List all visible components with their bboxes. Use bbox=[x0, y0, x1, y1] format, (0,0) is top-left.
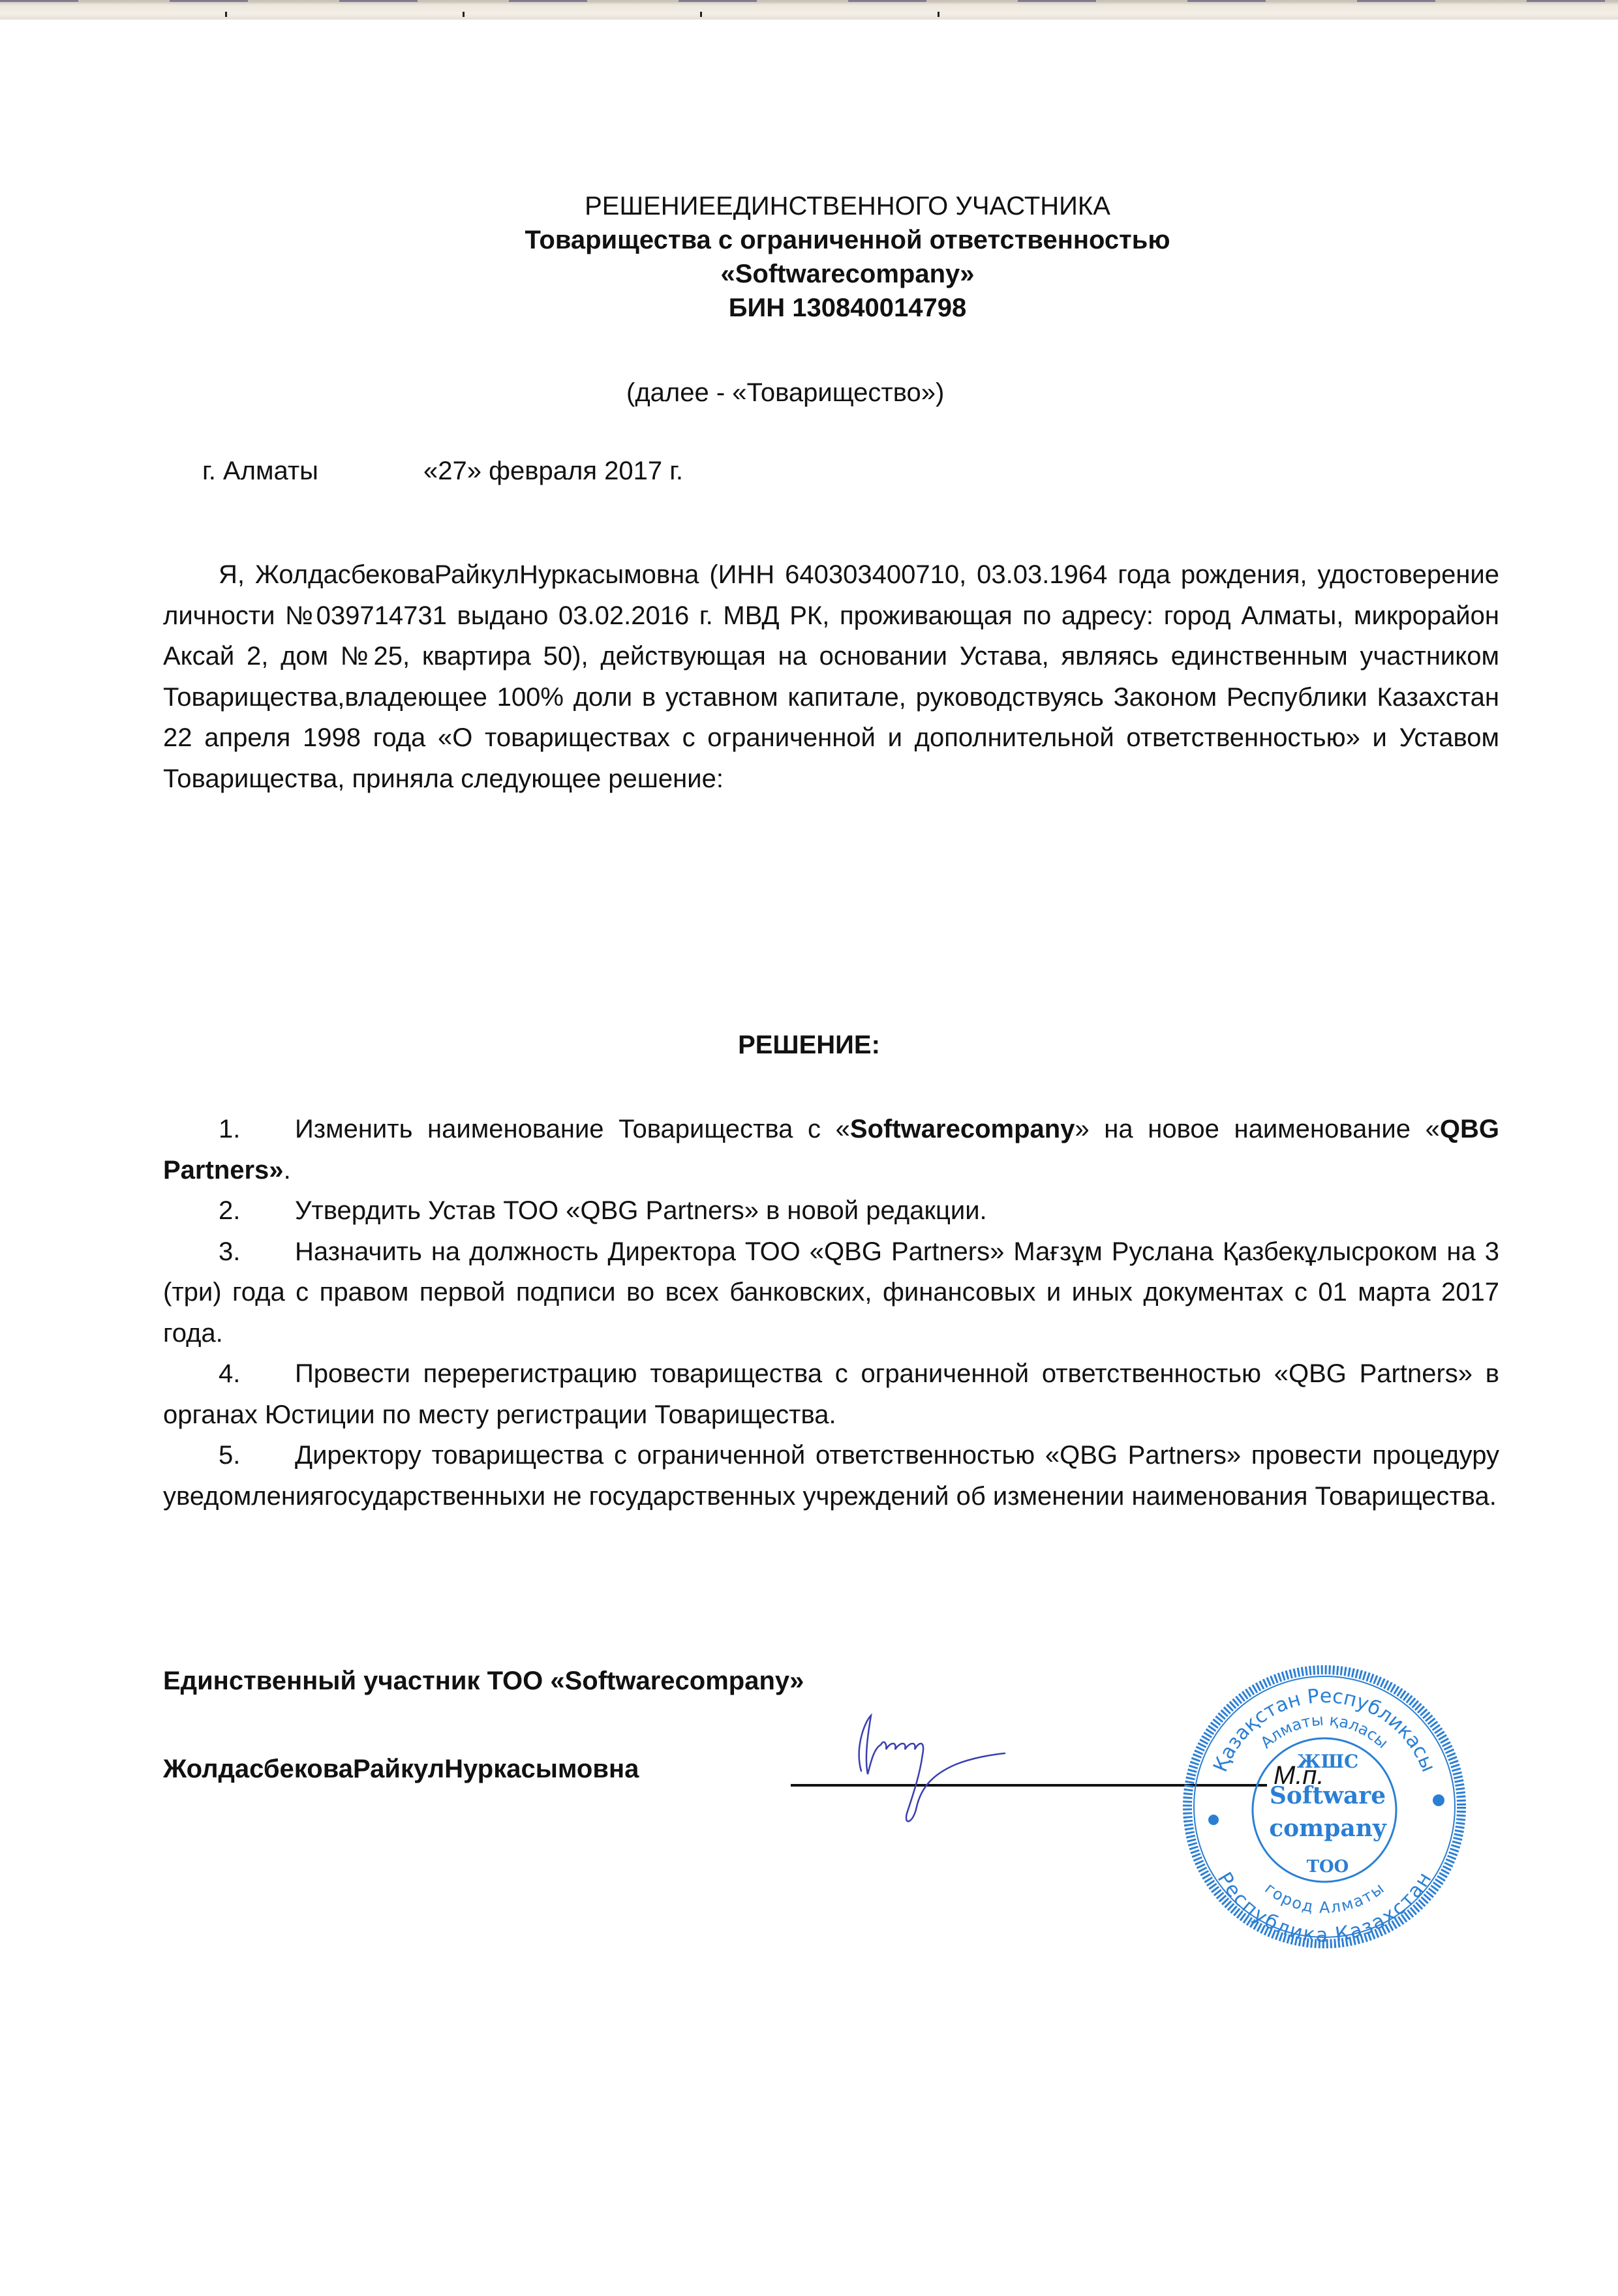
decision-title: РЕШЕНИЕ: bbox=[738, 1031, 880, 1059]
scan-tick-mark bbox=[700, 12, 702, 17]
stamp-center-line-3: company bbox=[1269, 1815, 1386, 1842]
document-subtitle: (далее - «Товарищество») bbox=[626, 378, 945, 407]
scan-tick-mark bbox=[463, 12, 465, 17]
scan-tick-mark bbox=[938, 12, 939, 17]
title-line-3: «Softwarecompany» bbox=[720, 260, 975, 288]
title-line-1: РЕШЕНИЕЕДИНСТВЕННОГО УЧАСТНИКА bbox=[585, 192, 1110, 220]
signature-stroke bbox=[859, 1715, 1005, 1821]
decision-item bbox=[163, 1353, 1499, 1435]
place: г. Алматы bbox=[202, 457, 318, 485]
title-line-2: Товарищества с ограниченной ответственностью bbox=[525, 226, 1170, 254]
decision-text: Утвердить Устав ТОО «QBG Partners» в новой редакции. bbox=[295, 1196, 987, 1225]
decision-list bbox=[163, 1109, 1499, 1517]
company-seal-stamp bbox=[1181, 1663, 1468, 1950]
scan-tick-mark bbox=[225, 12, 227, 17]
decision-text: Директору товарищества с ограниченной ответственностью «QBG Partners» провести процедуру уведомлениягосударственныхи не государственных учреждений об изменении наименования Товарищества. bbox=[163, 1441, 1499, 1511]
new-company-name: QBG Partners» bbox=[163, 1115, 1499, 1185]
decision-item bbox=[163, 1435, 1499, 1517]
decision-text: Изменить наименование Товарищества с « bbox=[295, 1115, 850, 1143]
stamp-inner-top-text: Алматы қаласы bbox=[1257, 1710, 1392, 1753]
stamp-center-line-4: ТОО bbox=[1306, 1857, 1349, 1877]
decision-number: 3. bbox=[219, 1237, 241, 1266]
stamp-center-line-1: ЖШС bbox=[1296, 1751, 1359, 1772]
document-header bbox=[196, 189, 1499, 325]
signatory-role: Единственный участник ТОО «Softwarecompany» bbox=[163, 1667, 804, 1695]
place-date-line bbox=[202, 457, 683, 486]
decision-text: » на новое наименование « bbox=[1075, 1115, 1440, 1143]
intro-paragraph: Я, ЖолдасбековаРайкулНуркасымовна (ИНН 640303400710, 03.03.1964 года рождения, удостоверение личности №039714731 выдано 03.02.2016 г. МВД РК, проживающая по адресу: город Алматы, микрорайон Аксай 2, дом №25, квартира 50), действующая на основании Устава, являясь единственным участником Товарищества,владеющее 100% доли в уставном капитале, руководствуясь Законом Республики Казахстан 22 апреля 1998 года «О товариществах с ограниченной и дополнительной ответственностью» и Уставом Товарищества, приняла следующее решение: bbox=[163, 560, 1499, 793]
seal-place-mark: М.п. bbox=[1274, 1761, 1324, 1790]
date: «27» февраля 2017 г. bbox=[423, 457, 684, 485]
decision-item bbox=[163, 1190, 1499, 1231]
decision-item bbox=[163, 1109, 1499, 1190]
stamp-center-line-2: Software bbox=[1269, 1782, 1386, 1809]
decision-number: 1. bbox=[219, 1115, 241, 1143]
scan-edge-strip bbox=[0, 0, 1618, 20]
decision-text: Назначить на должность Директора ТОО «QBG Partners» Мағзұм Руслана Қазбекұлысроком на 3 (три) года с правом первой подписи во всех банковских, финансовых и иных документах с 01 марта 2017 года. bbox=[163, 1237, 1499, 1348]
signatory-name: ЖолдасбековаРайкулНуркасымовна bbox=[163, 1755, 639, 1783]
decision-text: Провести перерегистрацию товарищества с ограниченной ответственностью «QBG Partners» в органах Юстиции по месту регистрации Товарищества. bbox=[163, 1359, 1499, 1429]
decision-text: . bbox=[283, 1155, 291, 1185]
decision-number: 2. bbox=[219, 1196, 241, 1225]
stamp-inner-bottom-text: город Алматы bbox=[1261, 1879, 1388, 1917]
decision-number: 5. bbox=[219, 1441, 241, 1470]
stamp-outer-top-text: Қазақстан Республикасы bbox=[1209, 1684, 1440, 1775]
stamp-dot bbox=[1433, 1794, 1444, 1806]
old-company-name: Softwarecompany bbox=[849, 1115, 1075, 1143]
document-title bbox=[196, 189, 1499, 325]
handwritten-signature bbox=[842, 1709, 1050, 1833]
stamp-dot bbox=[1208, 1815, 1219, 1825]
decision-item bbox=[163, 1231, 1499, 1354]
decision-number: 4. bbox=[219, 1359, 241, 1388]
title-line-4: БИН 130840014798 bbox=[728, 294, 967, 322]
stamp-outer-bottom-text: Республика Казахстан bbox=[1212, 1868, 1437, 1947]
